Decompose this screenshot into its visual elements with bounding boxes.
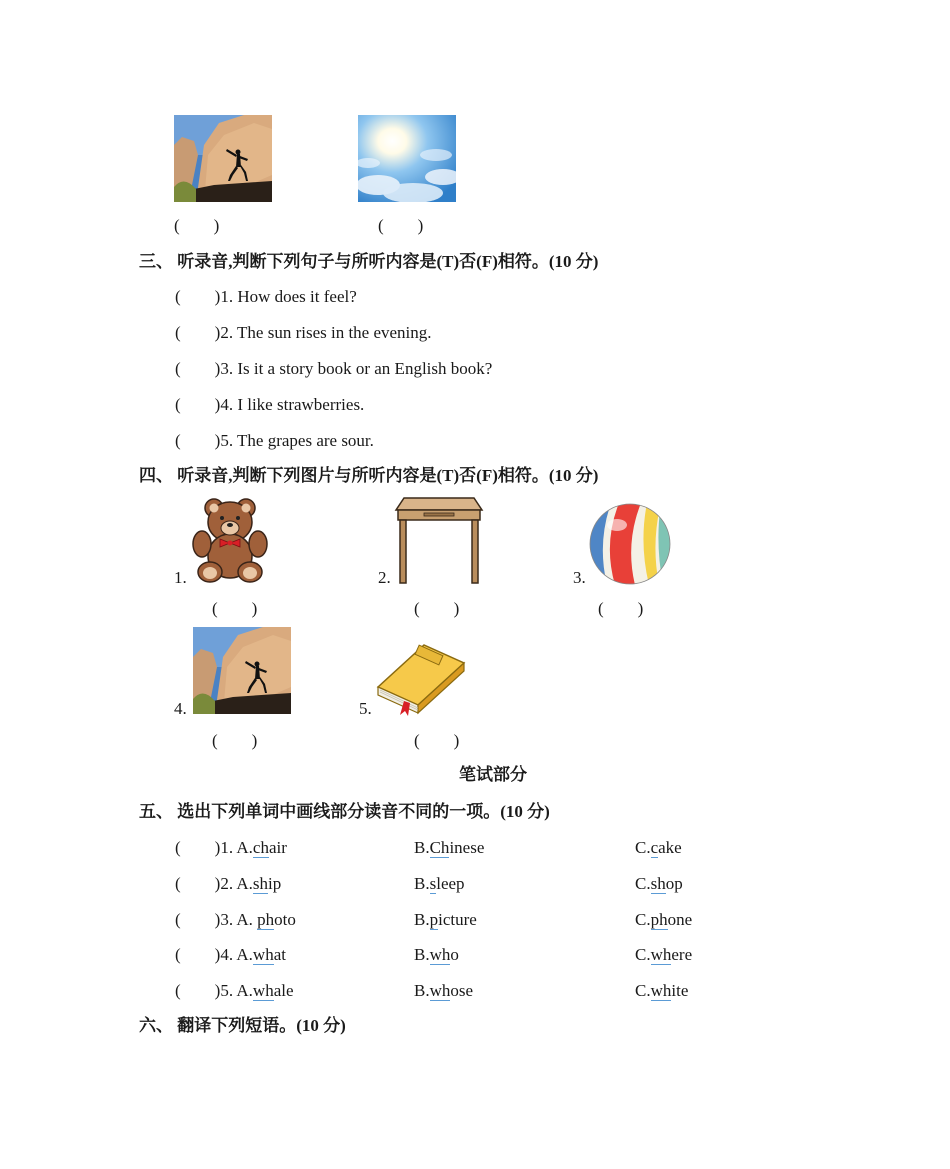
underlined-part: ph bbox=[650, 910, 668, 929]
option-letter: C. bbox=[635, 838, 651, 857]
word-rest: oto bbox=[274, 910, 296, 929]
underlined-part: wh bbox=[429, 945, 451, 964]
option-letter: A. bbox=[236, 981, 253, 1000]
option-letter: A. bbox=[236, 874, 253, 893]
answer-paren: ( ) bbox=[414, 731, 460, 750]
underlined-part: Ch bbox=[429, 838, 450, 857]
section-4-heading: 四、 听录音,判断下列图片与所听内容是(T)否(F)相符。(10 分) bbox=[139, 466, 599, 485]
word-rest: ere bbox=[671, 945, 693, 964]
underlined-part: wh bbox=[650, 981, 672, 1000]
list-item bbox=[175, 359, 492, 379]
table-icon bbox=[394, 496, 484, 584]
answer-paren: ( ) bbox=[175, 431, 221, 450]
underlined-part: sh bbox=[650, 874, 666, 893]
question-number: 5. bbox=[220, 981, 234, 1000]
underlined-part: wh bbox=[650, 945, 672, 964]
option-letter: C. bbox=[635, 874, 651, 893]
answer-paren: ( ) bbox=[175, 981, 221, 1000]
word-rest: inese bbox=[449, 838, 485, 857]
word-rest: ip bbox=[268, 874, 282, 893]
option-letter: B. bbox=[414, 945, 430, 964]
question-number: 1. bbox=[220, 838, 234, 857]
sentence: 4. I like strawberries. bbox=[220, 395, 365, 414]
sentence: 2. The sun rises in the evening. bbox=[220, 323, 432, 342]
list-item bbox=[175, 287, 357, 307]
question-number: 4. bbox=[220, 945, 234, 964]
option-letter: C. bbox=[635, 910, 651, 929]
item-number: 1. bbox=[174, 568, 187, 587]
answer-paren: ( ) bbox=[175, 910, 221, 929]
question-number: 2. bbox=[220, 874, 234, 893]
word-rest: o bbox=[450, 945, 459, 964]
written-part-title: 笔试部分 bbox=[459, 765, 527, 784]
word-rest: leep bbox=[436, 874, 465, 893]
option-letter: A. bbox=[236, 945, 253, 964]
underlined-part: wh bbox=[252, 945, 274, 964]
word-rest: ose bbox=[450, 981, 474, 1000]
table-row bbox=[175, 910, 296, 930]
question-number: 3. bbox=[220, 910, 234, 929]
list-item bbox=[175, 431, 374, 451]
answer-paren: ( ) bbox=[175, 395, 221, 414]
answer-paren: ( ) bbox=[598, 599, 644, 618]
section-5-heading: 五、 选出下列单词中画线部分读音不同的一项。(10 分) bbox=[139, 802, 550, 821]
sentence: 1. How does it feel? bbox=[220, 287, 357, 306]
book-icon bbox=[374, 641, 466, 717]
option-b bbox=[414, 945, 459, 965]
item-number: 3. bbox=[573, 568, 586, 587]
list-item bbox=[175, 323, 432, 343]
section-3-heading: 三、 听录音,判断下列句子与所听内容是(T)否(F)相符。(10 分) bbox=[139, 252, 599, 271]
answer-paren: ( ) bbox=[174, 216, 220, 235]
underlined-part: sh bbox=[252, 874, 269, 893]
option-b bbox=[414, 910, 477, 930]
word-rest: air bbox=[268, 838, 287, 857]
word-rest: ake bbox=[658, 838, 682, 857]
option-letter: C. bbox=[635, 981, 651, 1000]
table-row bbox=[175, 838, 287, 858]
option-b bbox=[414, 981, 473, 1001]
word-rest: one bbox=[667, 910, 693, 929]
answer-paren: ( ) bbox=[175, 945, 221, 964]
option-letter: C. bbox=[635, 945, 651, 964]
rock-climber-photo bbox=[174, 115, 272, 202]
item-number: 4. bbox=[174, 699, 187, 718]
answer-paren: ( ) bbox=[212, 599, 258, 618]
underlined-part: p bbox=[429, 910, 439, 929]
item-number: 2. bbox=[378, 568, 391, 587]
answer-paren: ( ) bbox=[175, 874, 221, 893]
table-row bbox=[175, 981, 294, 1001]
word-rest: icture bbox=[438, 910, 477, 929]
option-letter: A. bbox=[236, 838, 253, 857]
answer-paren: ( ) bbox=[414, 599, 460, 618]
sentence: 5. The grapes are sour. bbox=[220, 431, 374, 450]
item-number: 5. bbox=[359, 699, 372, 718]
sunny-sky-photo bbox=[358, 115, 456, 202]
underlined-part: wh bbox=[429, 981, 451, 1000]
underlined-part: c bbox=[650, 838, 659, 857]
answer-paren: ( ) bbox=[175, 323, 221, 342]
option-c bbox=[635, 945, 692, 965]
table-row bbox=[175, 945, 286, 965]
sentence: 3. Is it a story book or an English book? bbox=[220, 359, 493, 378]
underlined-part: ph bbox=[257, 910, 275, 929]
answer-paren: ( ) bbox=[175, 838, 221, 857]
word-rest: ale bbox=[273, 981, 294, 1000]
beach-ball-icon bbox=[589, 503, 671, 585]
underlined-part: ch bbox=[252, 838, 269, 857]
option-c bbox=[635, 838, 682, 858]
option-c bbox=[635, 874, 683, 894]
table-row bbox=[175, 874, 281, 894]
option-letter: B. bbox=[414, 874, 430, 893]
option-letter: B. bbox=[414, 838, 430, 857]
option-letter: A. bbox=[236, 910, 258, 929]
option-b bbox=[414, 874, 465, 894]
word-rest: ite bbox=[671, 981, 689, 1000]
answer-paren: ( ) bbox=[175, 359, 221, 378]
teddy-bear-icon bbox=[190, 494, 270, 584]
option-c bbox=[635, 981, 688, 1001]
underlined-part: wh bbox=[252, 981, 274, 1000]
answer-paren: ( ) bbox=[378, 216, 424, 235]
underlined-part: s bbox=[429, 874, 437, 893]
option-c bbox=[635, 910, 692, 930]
option-letter: B. bbox=[414, 981, 430, 1000]
option-b bbox=[414, 838, 484, 858]
list-item bbox=[175, 395, 364, 415]
answer-paren: ( ) bbox=[175, 287, 221, 306]
word-rest: at bbox=[273, 945, 286, 964]
rock-climber-icon bbox=[193, 627, 291, 714]
answer-paren: ( ) bbox=[212, 731, 258, 750]
section-6-heading: 六、 翻译下列短语。(10 分) bbox=[139, 1016, 346, 1035]
option-letter: B. bbox=[414, 910, 430, 929]
word-rest: op bbox=[665, 874, 683, 893]
